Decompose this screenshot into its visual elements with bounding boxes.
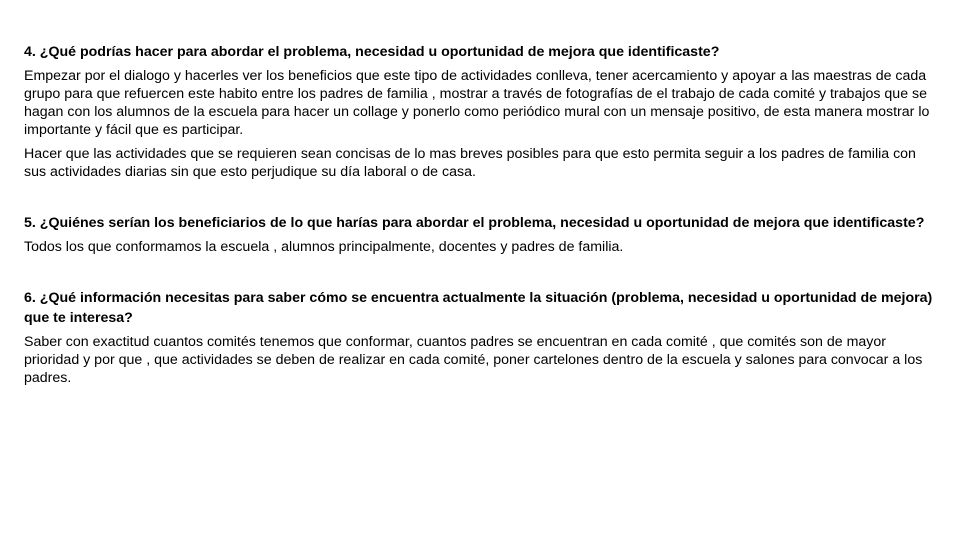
section-spacer <box>24 262 940 288</box>
question-5-heading: 5. ¿Quiénes serían los beneficiarios de lo que harías para abordar el problema, necesidad u oportunidad de mejora que identificaste? <box>24 215 925 231</box>
question-5-answer-1: Todos los que conformamos la escuela , alumnos principalmente, docentes y padres de familia. <box>24 239 624 255</box>
section-spacer <box>24 187 940 213</box>
slide-content <box>24 42 940 393</box>
question-5-section <box>24 213 940 256</box>
question-4-section <box>24 42 940 181</box>
question-6-section <box>24 288 940 387</box>
question-4-answer-2: Hacer que las actividades que se requieren sean concisas de lo mas breves posibles para que esto permita seguir a los padres de familia con sus actividades diarias sin que esto perjudique su día laboral o de casa. <box>24 146 916 180</box>
question-6-heading: 6. ¿Qué información necesitas para saber cómo se encuentra actualmente la situación (problema, necesidad u oportunidad de mejora) que te interesa? <box>24 290 933 326</box>
question-4-heading: 4. ¿Qué podrías hacer para abordar el problema, necesidad u oportunidad de mejora que identificaste? <box>24 44 720 60</box>
question-4-answer-1: Empezar por el dialogo y hacerles ver los beneficios que este tipo de actividades conlleva, tener acercamiento y apoyar a las maestras de cada grupo para que refuercen este habito entre los padres de familia , mostrar a través de fotografías de el trabajo de cada comité y trabajos que se hagan con los alumnos de la escuela para hacer un collage y ponerlo como periódico mural con un mensaje positivo, de esta manera mostrar lo importante y fácil que es participar. <box>24 68 930 138</box>
question-6-answer-1: Saber con exactitud cuantos comités tenemos que conformar, cuantos padres se encuentran en cada comité , que comités son de mayor prioridad y por que , que actividades se deben de realizar en cada comité, poner cartelones dentro de la escuela y salones para convocar a los padres. <box>24 334 923 386</box>
